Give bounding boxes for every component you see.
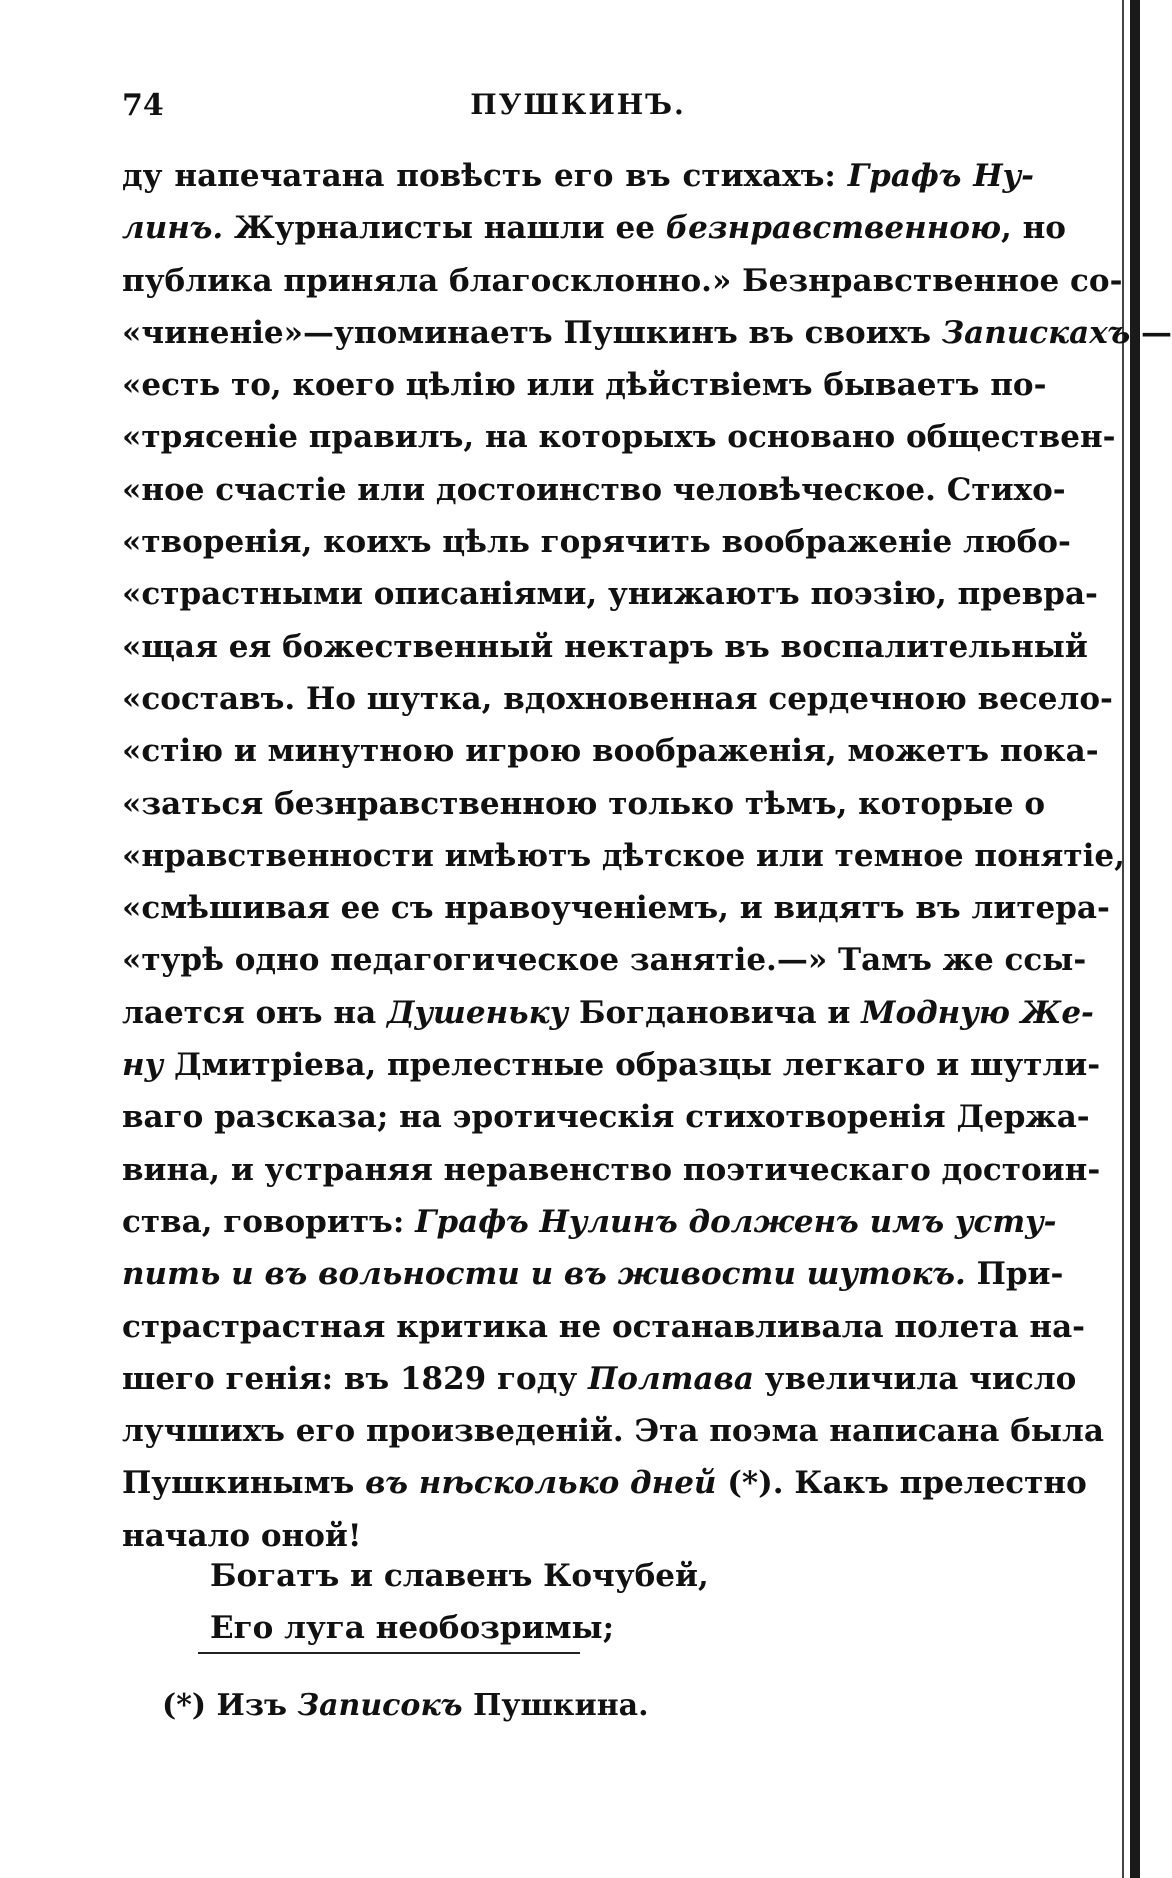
italic-text: Графъ Ну- xyxy=(847,158,1034,194)
text-line xyxy=(122,882,1110,934)
text-span: «нравственности имѣютъ дѣтское или темное понятіе, xyxy=(122,837,1125,874)
text-span: Дмитріева, прелестные образцы легкаго и шутли- xyxy=(163,1047,1101,1084)
italic-text: Модную Же- xyxy=(861,994,1094,1031)
text-span: «чиненіе»—упоминаетъ Пушкинъ въ своихъ xyxy=(122,314,942,351)
text-span: — xyxy=(1130,314,1172,351)
text-span: увеличила число xyxy=(753,1360,1077,1397)
italic-text: пить и въ вольности и въ живости шутокъ. xyxy=(122,1256,966,1293)
body-text xyxy=(122,150,1172,1562)
text-span: При- xyxy=(965,1256,1064,1293)
footnote-rule xyxy=(198,1652,580,1654)
text-span: (*). Какъ прелестно xyxy=(716,1465,1087,1502)
text-line xyxy=(122,1405,1104,1457)
text-line xyxy=(122,255,1123,307)
text-span: лается онъ на xyxy=(122,994,387,1031)
text-line xyxy=(122,1353,1077,1405)
text-span: «заться безнравственною только тѣмъ, которые о xyxy=(122,785,1046,822)
running-title: ПУШКИНЪ. xyxy=(470,88,686,121)
text-span: страстрастная критика не останавливала полета на- xyxy=(122,1308,1086,1345)
text-span: ду напечатана повѣсть его въ стихахъ: xyxy=(122,158,848,194)
text-line xyxy=(122,621,1088,673)
text-span: шего генія: въ 1829 году xyxy=(122,1360,588,1397)
text-line xyxy=(122,1039,1101,1091)
text-line xyxy=(122,1091,1090,1143)
text-line xyxy=(122,725,1099,777)
verse-line: Богатъ и славенъ Кочубей, xyxy=(210,1558,709,1594)
text-line xyxy=(122,1248,1064,1300)
text-span: «творенія, коихъ цѣль горячить воображеніе любо- xyxy=(122,524,1071,561)
text-line xyxy=(122,411,1116,463)
text-span: Журналисты нашли ее xyxy=(223,210,666,247)
italic-text: безнравственною xyxy=(665,210,1002,247)
italic-text: ну xyxy=(122,1047,164,1084)
text-span: начало оной! xyxy=(122,1517,362,1554)
text-span: публика приняла благосклонно.» Безнравственное со- xyxy=(122,262,1123,299)
text-span: «трясеніе правилъ, на которыхъ основано обществен- xyxy=(122,419,1116,456)
page-number: 74 xyxy=(122,88,164,123)
italic-text: Запискахъ xyxy=(941,314,1131,351)
footnote-rest: Пушкина. xyxy=(462,1688,649,1723)
text-line xyxy=(122,673,1113,725)
text-span: «страстными описаніями, унижаютъ поэзію, превра- xyxy=(122,576,1098,613)
text-span: Пушкинымъ xyxy=(122,1465,366,1502)
text-line xyxy=(122,778,1046,830)
text-line xyxy=(122,934,1087,986)
text-span: «стію и минутною игрою воображенія, можетъ пока- xyxy=(122,733,1099,770)
text-span: ваго разсказа; на эротическія стихотворенія Держа- xyxy=(122,1099,1090,1136)
text-line xyxy=(122,516,1071,568)
italic-text: Полтава xyxy=(587,1360,754,1397)
footnote-mark: (*) Изъ xyxy=(162,1688,298,1723)
text-span: ства, говоритъ: xyxy=(122,1203,416,1240)
text-line xyxy=(122,202,1066,254)
italic-text: въ нѣсколько дней xyxy=(365,1465,717,1502)
text-span: «турѣ одно педагогическое занятіе.—» Тамъ же ссы- xyxy=(122,942,1087,979)
text-line xyxy=(122,1301,1086,1353)
text-line xyxy=(122,568,1098,620)
page-header xyxy=(122,88,1034,128)
text-line xyxy=(122,464,1066,516)
italic-text: линъ. xyxy=(122,210,224,247)
italic-text: Душеньку xyxy=(386,994,569,1031)
text-line xyxy=(122,359,1047,411)
text-line xyxy=(122,1144,1101,1196)
text-line xyxy=(122,1457,1087,1509)
text-span: «щая ея божественный нектаръ въ воспалительный xyxy=(122,628,1088,665)
text-span: «ное счастіе или достоинство человѣческое. Стихо- xyxy=(122,471,1066,508)
text-line xyxy=(122,1196,1057,1248)
text-span: Богдановича и xyxy=(568,994,862,1031)
verse-line: Его луга необозримы; xyxy=(210,1610,615,1646)
text-span: вина, и устраняя неравенство поэтическаго достоин- xyxy=(122,1151,1101,1188)
text-span: «есть то, коего цѣлію или дѣйствіемъ бываетъ по- xyxy=(122,367,1047,404)
footnote-italic: Записокъ xyxy=(297,1688,463,1723)
text-span: «смѣшивая ее съ нравоученіемъ, и видятъ въ литера- xyxy=(122,890,1110,927)
text-span: «составъ. Но шутка, вдохновенная сердечною весело- xyxy=(122,680,1113,717)
text-line xyxy=(122,830,1125,882)
text-span: , но xyxy=(1001,210,1066,247)
verse-quote xyxy=(210,1550,709,1654)
footnote xyxy=(162,1688,649,1723)
text-span: лучшихъ его произведеній. Эта поэма написана была xyxy=(122,1413,1104,1450)
text-line xyxy=(122,307,1172,359)
page-edge-shadow xyxy=(1130,0,1140,1878)
text-line xyxy=(122,150,1034,202)
italic-text: Графъ Нулинъ долженъ имъ усту- xyxy=(415,1203,1057,1240)
text-line xyxy=(122,987,1094,1039)
